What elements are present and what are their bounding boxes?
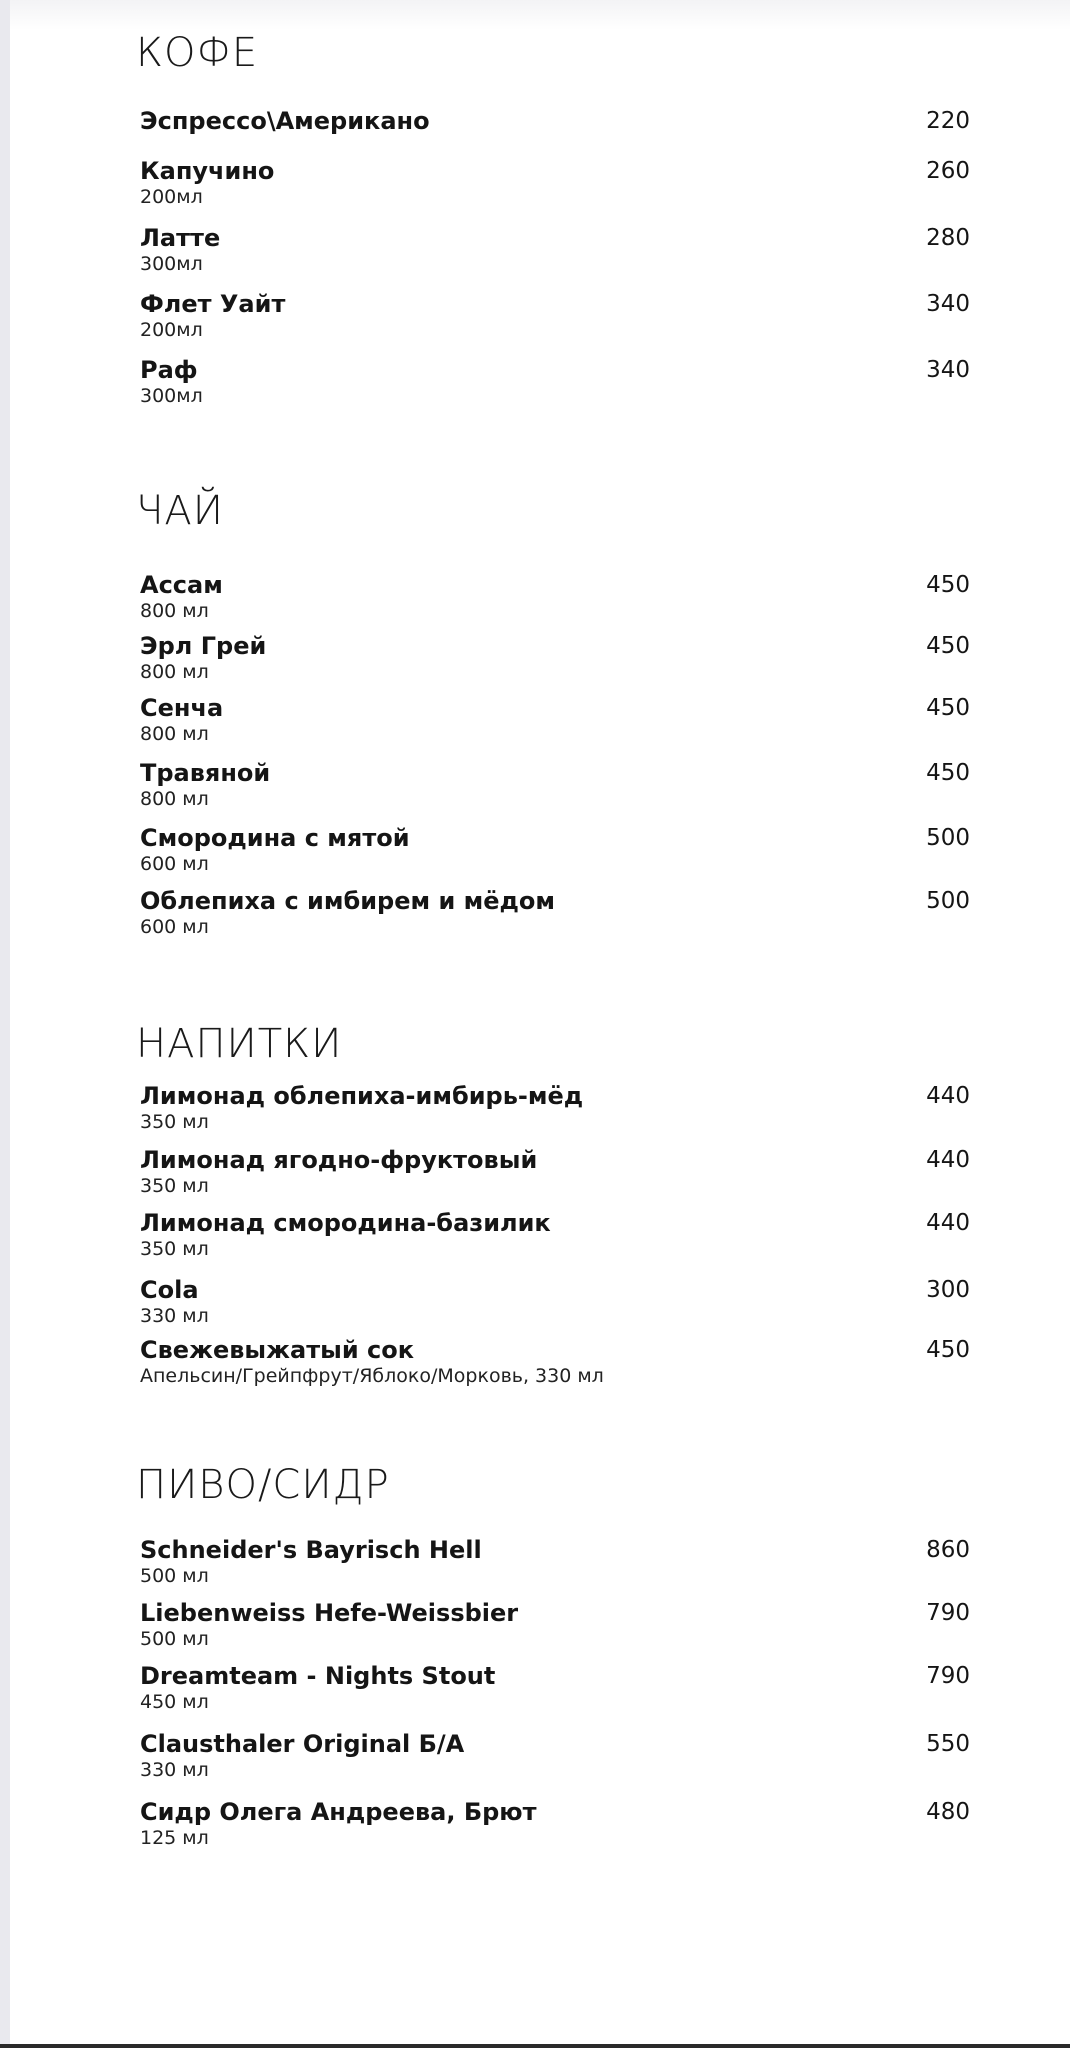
item-name: Смородина с мятой (140, 824, 410, 852)
item-price: 340 (926, 291, 970, 317)
item-volume: 800 мл (140, 600, 209, 622)
menu-page (10, 0, 1070, 2044)
item-price: 440 (926, 1147, 970, 1173)
item-price: 500 (926, 825, 970, 851)
section-title: НАПИТКИ (136, 1021, 343, 1067)
section-title: ПИВО/СИДР (136, 1462, 390, 1508)
item-price: 300 (926, 1277, 970, 1303)
item-price: 500 (926, 888, 970, 914)
item-price: 450 (926, 1337, 970, 1363)
item-volume: 300мл (140, 253, 203, 275)
item-volume: 350 мл (140, 1238, 209, 1260)
item-volume: 300мл (140, 385, 203, 407)
item-name: Лимонад облепиха-имбирь-мёд (140, 1082, 584, 1110)
item-price: 790 (926, 1600, 970, 1626)
item-price: 550 (926, 1731, 970, 1757)
item-volume: 350 мл (140, 1175, 209, 1197)
item-name: Капучино (140, 157, 275, 185)
item-price: 340 (926, 357, 970, 383)
bottom-edge-line (0, 2044, 1070, 2048)
item-price: 480 (926, 1799, 970, 1825)
item-name: Свежевыжатый сок (140, 1336, 414, 1364)
item-volume: Апельсин/Грейпфрут/Яблоко/Морковь, 330 мл (140, 1365, 604, 1387)
item-price: 260 (926, 158, 970, 184)
item-name: Dreamteam - Nights Stout (140, 1662, 496, 1690)
item-price: 220 (926, 108, 970, 134)
item-price: 450 (926, 633, 970, 659)
item-volume: 800 мл (140, 723, 209, 745)
item-name: Эрл Грей (140, 632, 267, 660)
item-volume: 330 мл (140, 1759, 209, 1781)
item-name: Schneider's Bayrisch Hell (140, 1536, 482, 1564)
item-volume: 600 мл (140, 853, 209, 875)
item-name: Liebenweiss Hefe-Weissbier (140, 1599, 519, 1627)
item-volume: 800 мл (140, 788, 209, 810)
section-title: ЧАЙ (136, 488, 224, 534)
item-name: Лимонад ягодно-фруктовый (140, 1146, 538, 1174)
section-title: КОФЕ (136, 30, 259, 76)
item-name: Латте (140, 224, 221, 252)
item-volume: 500 мл (140, 1565, 209, 1587)
item-price: 790 (926, 1663, 970, 1689)
item-name: Ассам (140, 571, 223, 599)
item-name: Флет Уайт (140, 290, 286, 318)
item-name: Clausthaler Original Б/А (140, 1730, 465, 1758)
item-name: Cola (140, 1276, 199, 1304)
item-name: Эспрессо\Американо (140, 107, 430, 135)
item-price: 280 (926, 225, 970, 251)
item-volume: 450 мл (140, 1691, 209, 1713)
item-name: Лимонад смородина-базилик (140, 1209, 551, 1237)
item-volume: 200мл (140, 186, 203, 208)
item-name: Облепиха с имбирем и мёдом (140, 887, 556, 915)
item-price: 440 (926, 1210, 970, 1236)
item-volume: 330 мл (140, 1305, 209, 1327)
item-price: 450 (926, 695, 970, 721)
item-name: Травяной (140, 759, 271, 787)
item-price: 450 (926, 760, 970, 786)
page-top-shadow (10, 0, 1070, 30)
item-volume: 800 мл (140, 661, 209, 683)
item-name: Сенча (140, 694, 224, 722)
item-price: 440 (926, 1083, 970, 1109)
item-volume: 200мл (140, 319, 203, 341)
item-volume: 600 мл (140, 916, 209, 938)
item-volume: 500 мл (140, 1628, 209, 1650)
item-volume: 125 мл (140, 1827, 209, 1849)
item-name: Сидр Олега Андреева, Брют (140, 1798, 537, 1826)
item-volume: 350 мл (140, 1111, 209, 1133)
item-price: 450 (926, 572, 970, 598)
item-name: Раф (140, 356, 198, 384)
item-price: 860 (926, 1537, 970, 1563)
